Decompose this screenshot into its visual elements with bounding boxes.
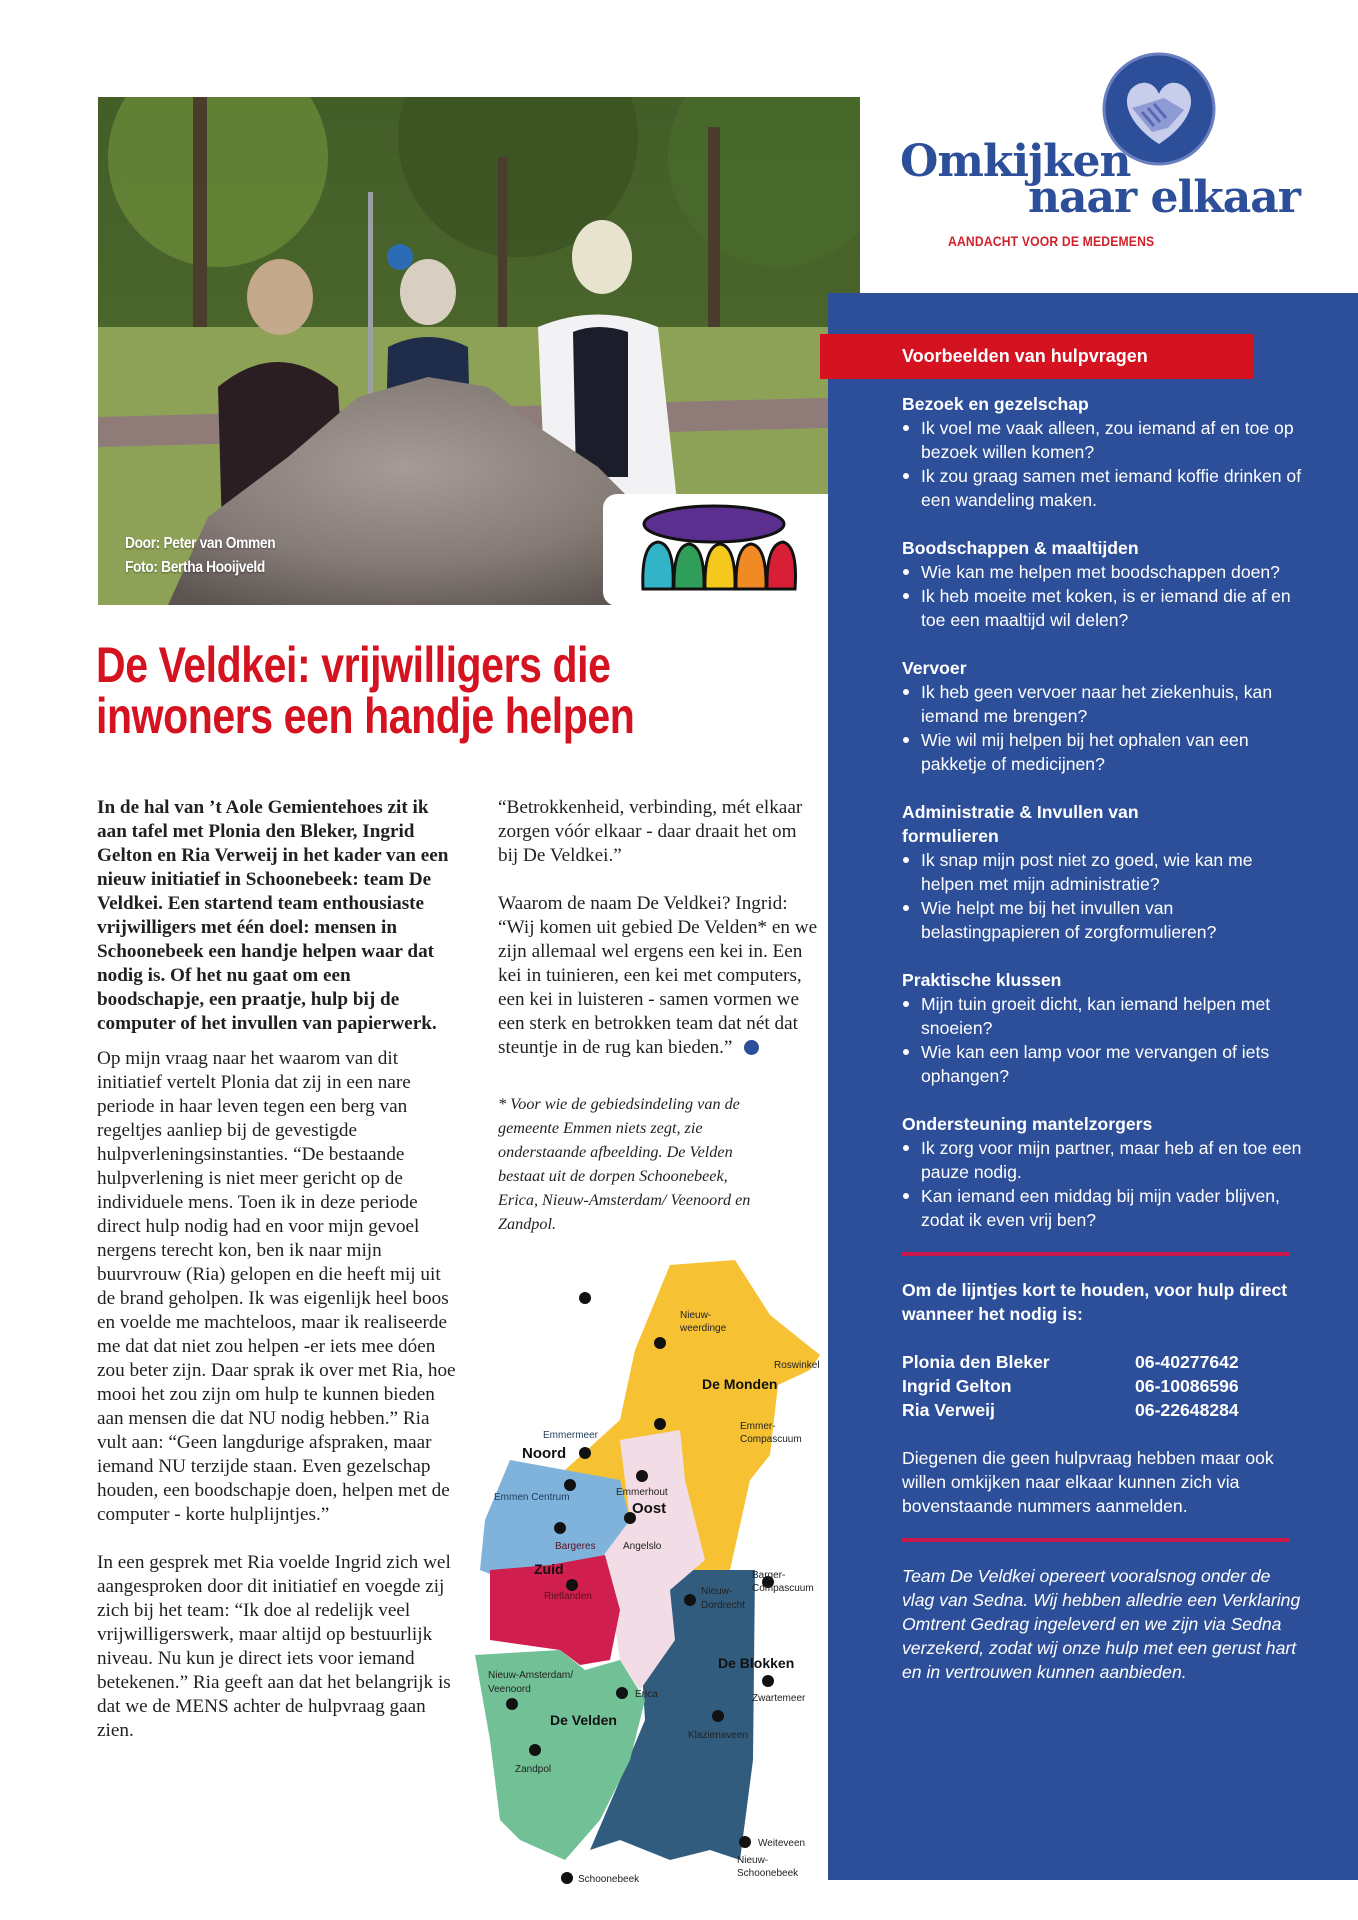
category-title: Vervoer [902,658,967,678]
contact-row [902,1350,1302,1374]
category-title: Administratie & Invullen van formulieren [902,802,1139,846]
map-place-dot [636,1470,648,1482]
article-paragraph: In een gesprek met Ria voelde Ingrid zich wel aangesproken door dit initiatief en voegde zij zich bij het team: “Ik doe al redelijk veel vrijwilligerswerk, maar altijd op bestuurlijk niveau. Nu kun je direct iets voor iemand betekenen.” Ria geeft aan dat het belangrijk is dat we de MENS achter de hulpvraag gaan zien. [97,1552,451,1741]
map-place-dot [654,1337,666,1349]
divider [902,1538,1290,1542]
category-groceries [902,536,1302,632]
map-place-dot [561,1872,573,1884]
map-place-label: Klazienaveen [688,1730,749,1741]
list-item: Wie kan een lamp voor me vervangen of iets ophangen? [902,1040,1302,1088]
map-place-dot [616,1687,628,1699]
map-place-dot [579,1447,591,1459]
brand-tagline: AANDACHT VOOR DE MEDEMENS [948,234,1155,249]
closing-text: Diegenen die geen hulpvraag hebben maar ook willen omkijken naar elkaar kunnen zich via bovenstaande nummers aanmelden. [902,1448,1274,1516]
map-region-label: De Blokken [718,1655,795,1671]
map-place-label: Rietlanden [544,1591,592,1602]
contact-name: Plonia den Bleker [902,1352,1050,1372]
map-place-dot [712,1710,724,1722]
brand-name-line1: Omkijken [900,136,1131,187]
emmen-district-map [470,1260,890,1900]
article-lead: In de hal van ’t Aole Gemientehoes zit ik aan tafel met Plonia den Bleker, Ingrid Gelton en Ria Verweij in het kader van een nieuw initiatief in Schoonebeek: team De Veldkei. Een startend team enthousiaste vrijwilligers met één doel: mensen in Schoonebeek een handje helpen waar dat nodig is. Of het nu gaat om een boodschapje, een praatje, hulp bij de computer of het invullen van papierwerk. [97,797,449,1034]
map-place-label: Emmen Centrum [494,1492,570,1503]
disclaimer-text: Team De Veldkei opereert vooralsnog onder de vlag van Sedna. Wij hebben alledrie een Verklaring Omtrent Gedrag ingeleverd en we zijn via Sedna verzekerd, zodat wij onze hulp met een gerust hart en in vertrouwen kunnen aanbieden. [902,1566,1301,1682]
panel-header [820,334,1254,379]
list-item: Ik heb geen vervoer naar het ziekenhuis, kan iemand me brengen? [902,680,1302,728]
list-item: Wie kan me helpen met boodschappen doen? [902,560,1302,584]
category-title: Bezoek en gezelschap [902,394,1089,414]
map-place-dot [564,1479,576,1491]
photo-credit-author: Door: Peter van Ommen [125,535,276,552]
article-title-line2: inwoners een handje helpen [96,688,635,744]
map-place-label: Nieuw- [701,1586,733,1597]
map-place-label: Zandpol [515,1764,552,1775]
map-place-label: Emmerhout [616,1487,668,1498]
contact-phone[interactable]: 06-40277642 [1135,1352,1239,1372]
category-transport [902,656,1302,776]
article-column-2 [498,796,818,1236]
photo-credit-photographer: Foto: Bertha Hooijveld [125,559,265,576]
map-place-label: Erica [635,1689,658,1700]
list-item: Wie helpt me bij het invullen van belastingpapieren of zorgformulieren? [902,896,1302,944]
list-item: Ik voel me vaak alleen, zou iemand af en toe op bezoek willen komen? [902,416,1302,464]
dolmen-logo-card [603,494,828,606]
contact-name: Ingrid Gelton [902,1376,1012,1396]
list-item: Mijn tuin groeit dicht, kan iemand helpen met snoeien? [902,992,1302,1040]
map-graphic [470,1260,890,1900]
article-paragraph-text: Waarom de naam De Veldkei? Ingrid: “Wij komen uit gebied De Velden* en we zijn allemaal wel ergens een kei in. Een kei in tuinieren, een kei met computers, een kei in luisteren - samen vormen we een sterk en betrokken team dat nét dat steuntje in de rug kan bieden.” [498,893,818,1058]
article-paragraph [498,892,818,1060]
map-place-label: Schoonebeek [737,1868,799,1879]
map-place-label: Dordrecht [701,1600,745,1611]
contact-row [902,1374,1302,1398]
map-place-label: Compascuum [740,1434,802,1445]
list-item: Kan iemand een middag bij mijn vader blijven, zodat ik even vrij ben? [902,1184,1302,1232]
category-title: Ondersteuning mantelzorgers [902,1114,1153,1134]
map-place-dot [566,1579,578,1591]
category-title: Boodschappen & maaltijden [902,538,1139,558]
map-place-dot [762,1675,774,1687]
map-place-dot [654,1418,666,1430]
map-place-dot [684,1594,696,1606]
map-place-label: Roswinkel [774,1360,820,1371]
article-title-line1: De Veldkei: vrijwilligers die [96,637,611,693]
map-place-label: weerdinge [680,1323,727,1334]
category-administration [902,800,1302,944]
brand-name-line2: naar elkaar [1028,172,1300,223]
category-visits [902,392,1302,512]
map-place-dot [739,1836,751,1848]
contact-row [902,1398,1302,1422]
map-place-dot [579,1292,591,1304]
map-place-label: Schoonebeek [578,1874,640,1885]
map-region-label: Zuid [534,1561,564,1577]
map-place-label: Nieuw- [737,1855,769,1866]
map-region-label: Noord [522,1445,567,1462]
article-column-1 [97,796,457,1743]
end-mark-icon [744,1040,759,1055]
map-region-label: De Velden [550,1712,617,1728]
map-place-dot [554,1522,566,1534]
list-item: Ik snap mijn post niet zo goed, wie kan me helpen met mijn administratie? [902,848,1302,896]
article-title [96,637,670,744]
map-place-label: Bargeres [555,1541,596,1552]
list-item: Ik heb moeite met koken, is er iemand die af en toe een maaltijd wil delen? [902,584,1302,632]
divider [902,1252,1290,1256]
article-footnote: * Voor wie de gebiedsindeling van de gemeente Emmen niets zegt, zie onderstaande afbeelding. De Velden bestaat uit de dorpen Schoonebeek, Erica, Nieuw-Amsterdam/ Veenoord en Zandpol. [498,1095,751,1233]
map-region-label: De Monden [702,1376,778,1392]
map-place-label: Veenoord [488,1684,531,1695]
map-place-label: Zwartemeer [752,1693,806,1704]
map-place-dot [529,1744,541,1756]
contact-intro: Om de lijntjes kort te houden, voor hulp direct wanneer het nodig is: [902,1280,1288,1324]
list-item: Ik zou graag samen met iemand koffie drinken of een wandeling maken. [902,464,1302,512]
category-caregivers [902,1112,1302,1232]
contact-phone[interactable]: 06-22648284 [1135,1400,1239,1420]
article-paragraph: Op mijn vraag naar het waarom van dit initiatief vertelt Plonia dat zij in een nare periode in haar leven tegen een berg van regeltjes aanliep bij de gevestigde hulpverleningsinstanties. “De bestaande hulpverlening is niet meer gericht op de individuele mens. Toen ik in deze periode direct hulp nodig had en voor mijn gevoel nergens terecht kon, ben ik naar mijn buurvrouw (Ria) gelopen en die heeft mij uit de brand geholpen. Ik was eigenlijk heel boos en voelde me machteloos, maar ik realiseerde me dat dat niet zou helpen -er iets mee dóen zou beter zijn. Daar sprak ik over met Ria, hoe mooi het zou zijn om hulp te kunnen bieden aan mensen die dat NU nodig hebben.” Ria vult aan: “Geen langdurige afspraken, maar iemand NU terzijde staan. Even gezelschap houden, een boodschapje doen, helpen met de computer - korte hulplijntjes.” [97,1048,456,1525]
article-paragraph: “Betrokkenheid, verbinding, mét elkaar zorgen vóór elkaar - daar draait het om bij De Veldkei.” [498,797,803,866]
map-place-label: Angelslo [623,1541,662,1552]
contact-phone[interactable]: 06-10086596 [1135,1376,1239,1396]
category-title: Praktische klussen [902,970,1062,990]
dolmen-stones-icon [603,494,828,606]
brand-logo [880,50,1300,260]
contact-name: Ria Verweij [902,1400,995,1420]
map-place-label: Barger- [752,1570,786,1581]
map-place-label: Nieuw-Amsterdam/ [488,1670,574,1681]
list-item: Wie wil mij helpen bij het ophalen van een pakketje of medicijnen? [902,728,1302,776]
panel-body [902,392,1302,1684]
map-place-label: Compascuum [752,1583,814,1594]
panel-header-title: Voorbeelden van hulpvragen [902,346,1148,366]
map-place-label: Emmermeer [543,1430,599,1441]
map-place-label: Nieuw- [680,1310,712,1321]
map-place-label: Emmer- [740,1421,776,1432]
map-region-label: Oost [632,1500,667,1517]
map-place-dot [506,1698,518,1710]
category-chores [902,968,1302,1088]
list-item: Ik zorg voor mijn partner, maar heb af en toe een pauze nodig. [902,1136,1302,1184]
map-place-label: Weiteveen [758,1838,806,1849]
